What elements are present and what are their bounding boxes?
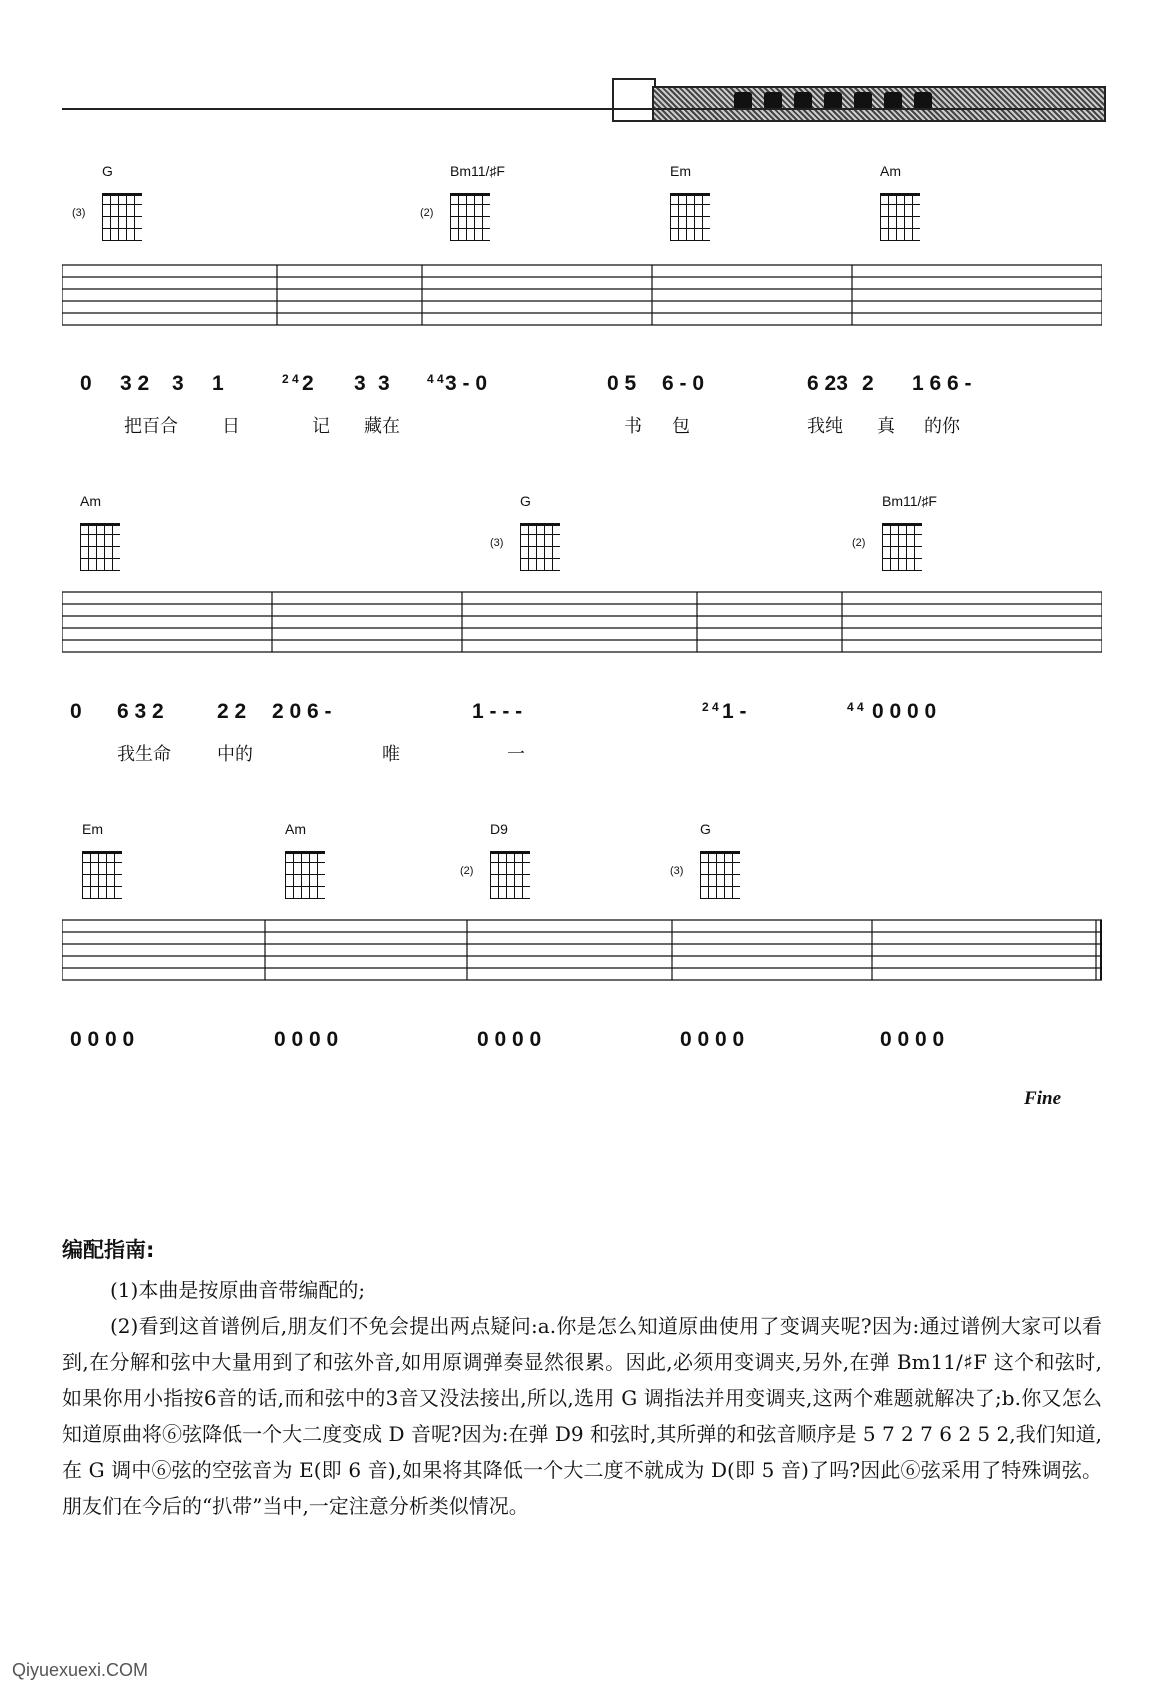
- tab-staff: [62, 582, 1102, 662]
- chord-diagram: [640, 163, 710, 255]
- numbered-notation-line: 0 6 3 2 2 2 2 0 6 - 1 - - - 2 4 1 - 4 4 0 0 0 0: [70, 700, 937, 723]
- tab-staff: [62, 255, 1102, 335]
- chord-diagram: Bm11/♯F (2): [420, 185, 490, 255]
- chord-diagram: [255, 821, 325, 913]
- chord-name: D9: [490, 821, 508, 837]
- guide-title: 编配指南:: [62, 1238, 155, 1262]
- guide-paragraph: (1)本曲是按原曲音带编配的;: [110, 1278, 366, 1302]
- watermark: Qiyuexuexi.COM: [12, 1660, 149, 1680]
- numbered-notation-line: 0 3 2 3 1 2 4 2 3 3 4 4 3 - 0 0 5 6 - 0 6 23 2 1 6 6 -: [80, 372, 972, 395]
- chord-diagram: G (3): [670, 843, 740, 913]
- chord-name: Am: [880, 163, 901, 179]
- chord-diagram: [52, 821, 122, 913]
- header-banner: [652, 86, 1106, 122]
- guide-paragraph: (2)看到这首谱例后,朋友们不免会提出两点疑问:a.你是怎么知道原曲使用了变调夹呢?因为:通过谱例大家可以看到,在分解和弦中大量用到了和弦外音,如用原调弹奏显然很累。因此,必须用变调夹,另外,在弹 Bm11/♯F 这个和弦时,如果你用小指按6音的话,而和弦中的3音又没法接出,所以,选用 G 调指法并用变调夹,这两个难题就解决了;b.你又怎么知道原曲将⑥弦降低一个大二度变成 D 音呢?因为:在弹 D9 和弦时,其所弹的和弦音顺序是 5 7 2 7 6 2 5 2,我们知道,在 G 调中⑥弦的空弦音为 E(即 6 音),如果将其降低一个大二度不就成为 D(即 5 音)了吗?因此⑥弦采用了特殊调弦。朋友们在今后的“扒带”当中,一定注意分析类似情况。: [62, 1314, 1102, 1518]
- header-rule: [62, 108, 1102, 110]
- guitar-logo-icon: [612, 78, 656, 122]
- chord-diagram: [50, 493, 120, 585]
- chord-name: G: [102, 163, 113, 179]
- chord-name: Em: [670, 163, 691, 179]
- chord-diagram: G (3): [490, 515, 560, 585]
- chord-diagram: Bm11/♯F (2): [852, 515, 922, 585]
- guide-text: [62, 1272, 1102, 1524]
- chord-diagram: [850, 163, 920, 255]
- chord-name: Am: [80, 493, 101, 509]
- tab-staff: [62, 910, 1102, 990]
- numbered-notation-line: 0 0 0 0 0 0 0 0 0 0 0 0 0 0 0 0 0 0 0 0: [70, 1028, 945, 1051]
- chord-name: Em: [82, 821, 103, 837]
- chord-diagram: G (3): [72, 185, 142, 255]
- chord-name: Bm11/♯F: [450, 163, 505, 179]
- chord-name: Bm11/♯F: [882, 493, 937, 509]
- chord-name: G: [520, 493, 531, 509]
- chord-diagram: D9 (2): [460, 843, 530, 913]
- chord-name: G: [700, 821, 711, 837]
- chord-name: Am: [285, 821, 306, 837]
- fine-marker: Fine: [1024, 1088, 1061, 1109]
